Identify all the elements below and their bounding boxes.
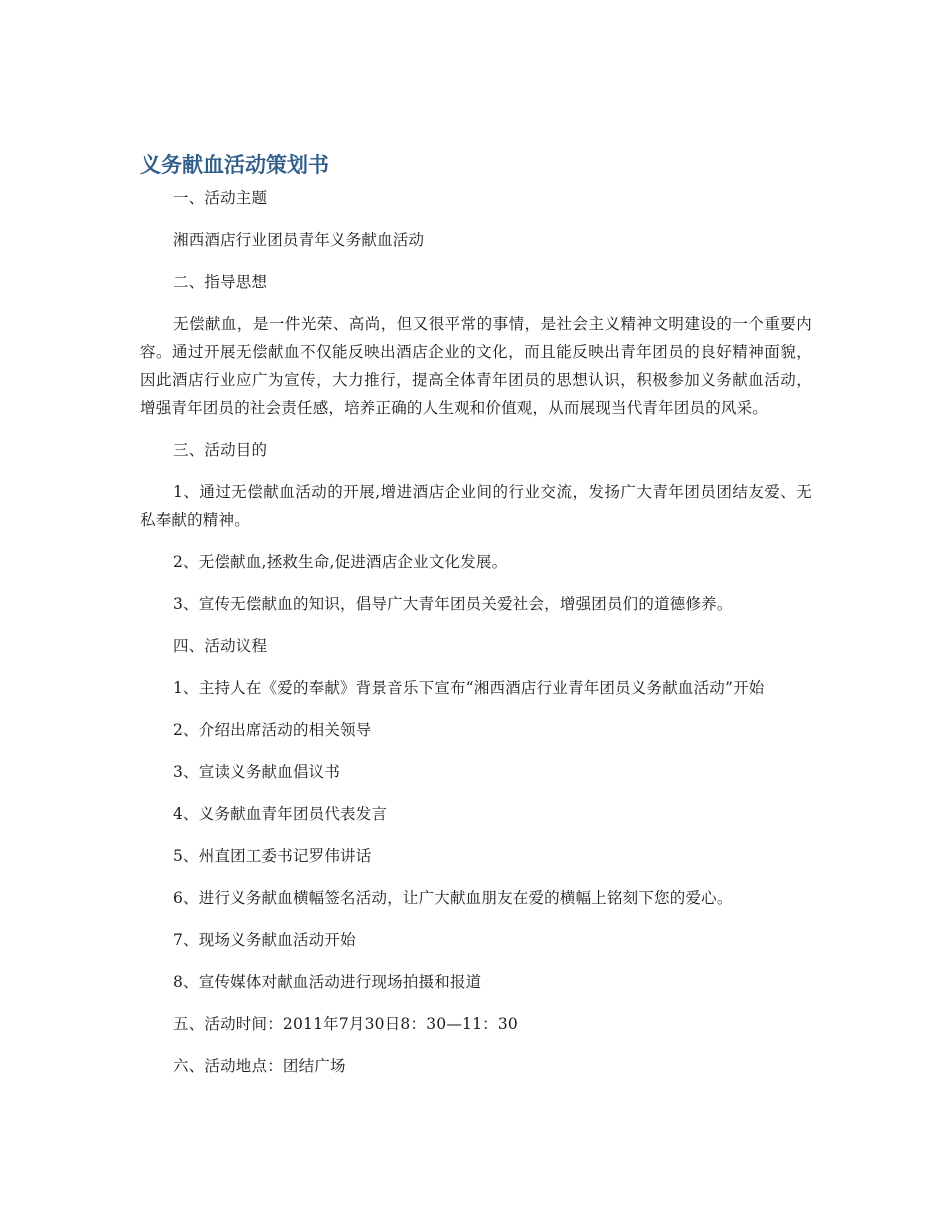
section-event-time: 五、活动时间：2011年7月30日8：30—11：30 [173,1015,518,1033]
agenda-item-2: 2、介绍出席活动的相关领导 [173,721,372,739]
section-heading-agenda: 四、活动议程 [173,637,268,655]
agenda-item-1: 1、主持人在《爱的奉献》背景音乐下宣布“湘西酒店行业青年团员义务献血活动”开始 [173,679,765,697]
agenda-item-3: 3、宣读义务献血倡议书 [173,763,341,781]
agenda-item-7: 7、现场义务献血活动开始 [173,931,356,949]
agenda-item-6: 6、进行义务献血横幅签名活动，让广大献血朋友在爱的横幅上铭刻下您的爱心。 [173,889,733,907]
document-title: 义务献血活动策划书 [140,153,329,177]
section-event-location: 六、活动地点：团结广场 [173,1057,346,1075]
purpose-item-2: 2、无偿献血,拯救生命,促进酒店企业文化发展。 [173,553,508,571]
section-heading-guiding-idea: 二、指导思想 [173,273,268,291]
agenda-item-4: 4、义务献血青年团员代表发言 [173,805,388,823]
document-page [140,150,812,1094]
theme-text: 湘西酒店行业团员青年义务献血活动 [173,231,425,249]
section-heading-theme: 一、活动主题 [173,189,268,207]
section-heading-purpose: 三、活动目的 [173,441,268,459]
agenda-item-8: 8、宣传媒体对献血活动进行现场拍摄和报道 [173,973,482,991]
agenda-item-5: 5、州直团工委书记罗伟讲话 [173,847,372,865]
purpose-item-1: 1、通过无偿献血活动的开展,增进酒店企业间的行业交流，发扬广大青年团员团结友爱、无私奉献的精神。 [140,483,812,529]
purpose-item-3: 3、宣传无偿献血的知识，倡导广大青年团员关爱社会，增强团员们的道德修养。 [173,595,733,613]
guiding-idea-text: 无偿献血，是一件光荣、高尚，但又很平常的事情，是社会主义精神文明建设的一个重要内容。通过开展无偿献血不仅能反映出酒店企业的文化，而且能反映出青年团员的良好精神面貌，因此酒店行业应广为宣传，大力推行，提高全体青年团员的思想认识，积极参加义务献血活动，增强青年团员的社会责任感，培养正确的人生观和价值观，从而展现当代青年团员的风采。 [140,315,812,417]
